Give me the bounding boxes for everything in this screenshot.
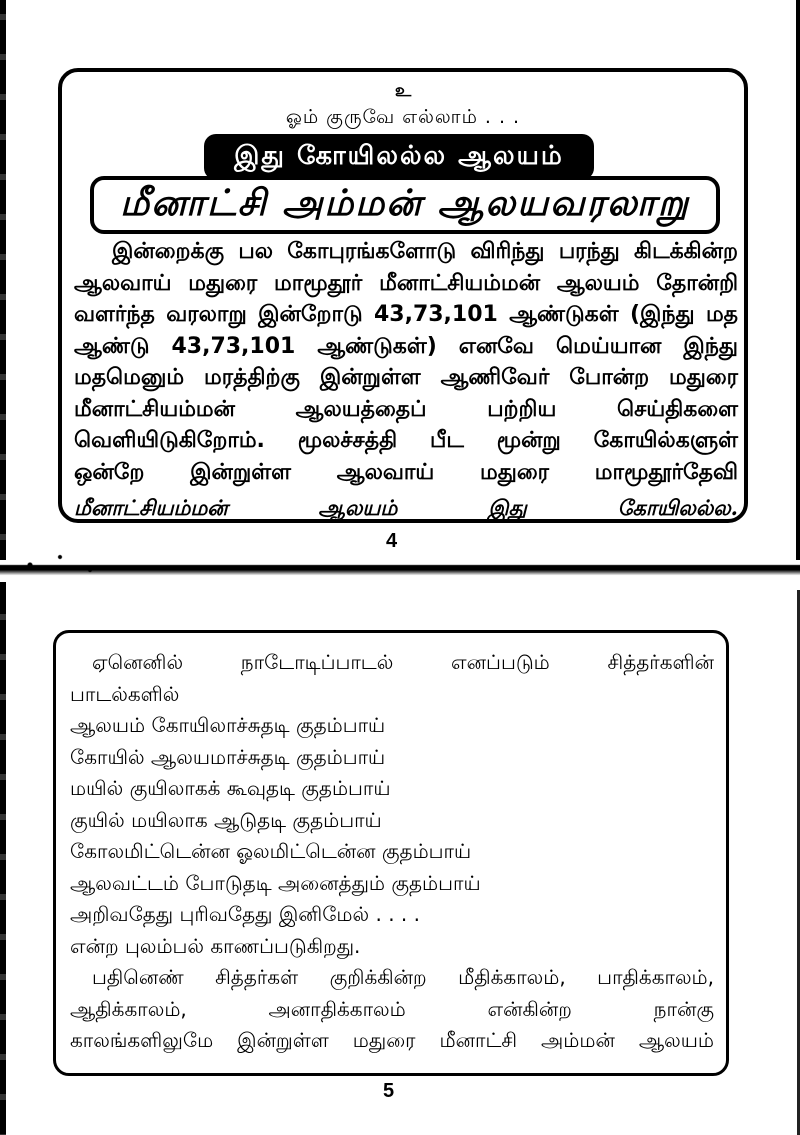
closing-line: மீனாட்சியம்மன் ஆலயம் இது கோயிலல்ல. — [74, 495, 738, 520]
text-line: ஆலவாய் மதுரை மாமூதூர் மீனாட்சியம்மன் ஆலயம் தோன்றி — [74, 270, 738, 296]
text-line: ஆண்டு 43,73,101 ஆண்டுகள்) எனவே மெய்யான இந்து — [74, 333, 738, 359]
page5-frame — [53, 630, 729, 1076]
verse-line: கோயில் ஆலயமாச்சுதடி குதம்பாய் — [70, 744, 386, 769]
page4-frame — [58, 68, 748, 523]
verse-line: ஆலயம் கோயிலாச்சுதடி குதம்பாய் — [70, 713, 386, 737]
text-line: ஒன்றே இன்றுள்ள ஆலவாய் மதுரை மாமூதூர்தேவி — [74, 459, 738, 485]
page-number-4: 4 — [386, 530, 398, 552]
text-line: பாடல்களில் — [70, 681, 180, 706]
page5-paragraph — [70, 647, 714, 1057]
pillaiyar-suli-symbol: உ — [394, 80, 412, 101]
verse-line: கோலமிட்டென்ன ஓலமிட்டென்ன குதம்பாய் — [70, 839, 472, 863]
banner-heading: இது கோயிலல்ல ஆலயம் — [204, 134, 594, 180]
text-line: என்ற புலம்பல் காணப்படுகிறது. — [70, 933, 361, 958]
text-line: ஆதிக்காலம், அனாதிக்காலம் என்கின்ற நான்கு — [70, 996, 714, 1021]
verse-line: ஆலவட்டம் போடுதடி அனைத்தும் குதம்பாய் — [70, 870, 481, 895]
verse-line: அறிவதேது புரிவதேது இனிமேல் . . . . — [70, 902, 420, 926]
page-title: மீனாட்சி அம்மன் ஆலயவரலாறு — [90, 176, 720, 234]
text-line: வெளியிடுகிறோம். மூலச்சத்தி பீட மூன்று கோயில்களுள் — [74, 428, 738, 453]
page4-paragraph — [74, 236, 738, 524]
text-line: ஏனெனில் நாடோடிப்பாடல் எனப்படும் சித்தர்களின் — [92, 650, 714, 674]
scan-noise — [0, 545, 140, 585]
text-line: இன்றைக்கு பல கோபுரங்களோடு விரிந்து பரந்து கிடக்கின்ற — [112, 239, 738, 264]
invocation-line: ஓம் குருவே எல்லாம் . . . — [285, 106, 521, 128]
text-line: வளர்ந்த வரலாறு இன்றோடு 43,73,101 ஆண்டுகள் (இந்து மத — [74, 302, 738, 327]
text-line: பதினெண் சித்தர்கள் குறிக்கின்ற மீதிக்காலம், பாதிக்காலம், — [92, 965, 714, 989]
text-line: மதமெனும் மரத்திற்கு இன்றுள்ள ஆணிவேர் போன்ற மதுரை — [74, 365, 738, 390]
text-line: காலங்களிலுமே இன்றுள்ள மதுரை மீனாட்சி அம்மன் ஆலயம் — [70, 1028, 714, 1052]
page-number-5: 5 — [383, 1080, 395, 1102]
text-line: மீனாட்சியம்மன் ஆலயத்தைப் பற்றிய செய்திகளை — [74, 396, 738, 422]
verse-line: குயில் மயிலாக ஆடுதடி குதம்பாய் — [70, 807, 382, 832]
scan-right-edge — [796, 0, 800, 560]
verse-line: மயில் குயிலாகக் கூவுதடி குதம்பாய் — [70, 776, 391, 800]
